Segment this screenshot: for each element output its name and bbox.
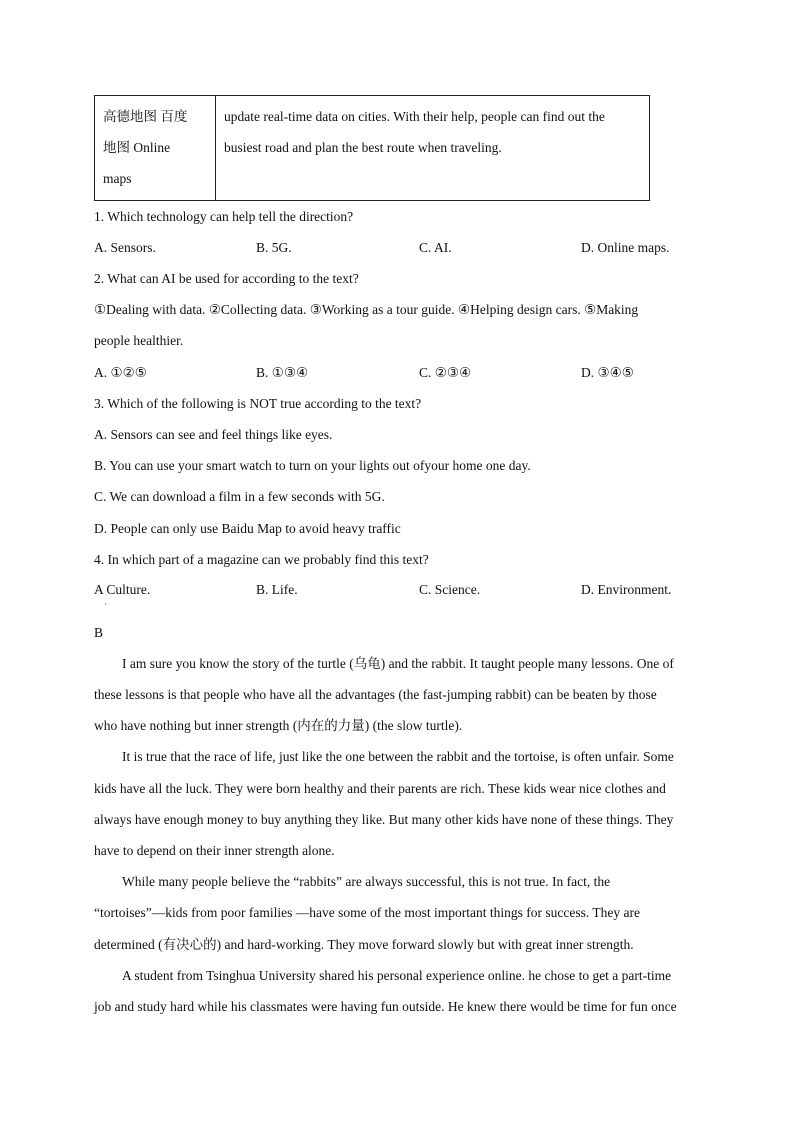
paragraph-line: It is true that the race of life, just like the one between the rabbit and the tortoise, is often unfair. Some — [122, 749, 674, 764]
info-table — [94, 95, 650, 201]
q4-option-b: B. Life. — [256, 582, 298, 597]
cell-line: 高德地图 百度 — [103, 109, 188, 124]
q2-option-a: A. ①②⑤ — [94, 365, 147, 380]
table-cell-app-names — [95, 96, 216, 201]
q3-option-c: C. We can download a film in a few seconds with 5G. — [94, 489, 385, 504]
paragraph-line: always have enough money to buy anything they like. But many other kids have none of these things. They — [94, 812, 674, 827]
q1-option-d: D. Online maps. — [581, 240, 670, 255]
paragraph-line: have to depend on their inner strength alone. — [94, 843, 335, 858]
section-b-label: B — [94, 625, 104, 640]
q3-option-d: D. People can only use Baidu Map to avoid heavy traffic — [94, 521, 401, 536]
question-4-stem: 4. In which part of a magazine can we probably find this text? — [94, 552, 429, 567]
question-2-stem: 2. What can AI be used for according to the text? — [94, 271, 359, 286]
cell-line: maps — [103, 171, 132, 186]
q2-detail-line: ①Dealing with data. ②Collecting data. ③Working as a tour guide. ④Helping design cars. ⑤Making — [94, 302, 639, 317]
question-3-stem: 3. Which of the following is NOT true according to the text? — [94, 396, 422, 411]
q2-detail-line: people healthier. — [94, 333, 184, 348]
paragraph-line: “tortoises”—kids from poor families —have some of the most important things for success. They are — [94, 905, 641, 920]
q1-option-c: C. AI. — [419, 240, 452, 255]
table-cell-description — [216, 96, 650, 201]
q1-option-a: A. Sensors. — [94, 240, 156, 255]
table-row — [95, 96, 650, 201]
q2-option-b: B. ①③④ — [256, 365, 309, 380]
paragraph-line: who have nothing but inner strength (内在的力量) (the slow turtle). — [94, 718, 463, 733]
cell-line: busiest road and plan the best route when traveling. — [224, 140, 502, 155]
paragraph-line: I am sure you know the story of the turtle (乌龟) and the rabbit. It taught people many lessons. One of — [122, 656, 674, 671]
paragraph-line: While many people believe the “rabbits” are always successful, this is not true. In fact, the — [122, 874, 611, 889]
question-1-stem: 1. Which technology can help tell the direction? — [94, 209, 354, 224]
stray-dot-mark: · — [104, 600, 107, 609]
q4-option-a: A Culture. — [94, 582, 151, 597]
paragraph-line: kids have all the luck. They were born healthy and their parents are rich. These kids wear nice clothes and — [94, 781, 666, 796]
q2-option-c: C. ②③④ — [419, 365, 472, 380]
q3-option-a: A. Sensors can see and feel things like eyes. — [94, 427, 333, 442]
paragraph-line: these lessons is that people who have all the advantages (the fast-jumping rabbit) can be beaten by those — [94, 687, 657, 702]
q2-option-d: D. ③④⑤ — [581, 365, 634, 380]
cell-line: 地图 Online — [103, 140, 171, 155]
paragraph-line: determined (有决心的) and hard-working. They move forward slowly but with great inner strength. — [94, 937, 634, 952]
q3-option-b: B. You can use your smart watch to turn on your lights out ofyour home one day. — [94, 458, 531, 473]
q1-option-b: B. 5G. — [256, 240, 292, 255]
q4-option-d: D. Environment. — [581, 582, 672, 597]
paragraph-line: job and study hard while his classmates were having fun outside. He knew there would be time for fun once — [94, 999, 677, 1014]
paragraph-line: A student from Tsinghua University shared his personal experience online. he chose to get a part-time — [122, 968, 672, 983]
q4-option-c: C. Science. — [419, 582, 481, 597]
cell-line: update real-time data on cities. With their help, people can find out the — [224, 109, 605, 124]
